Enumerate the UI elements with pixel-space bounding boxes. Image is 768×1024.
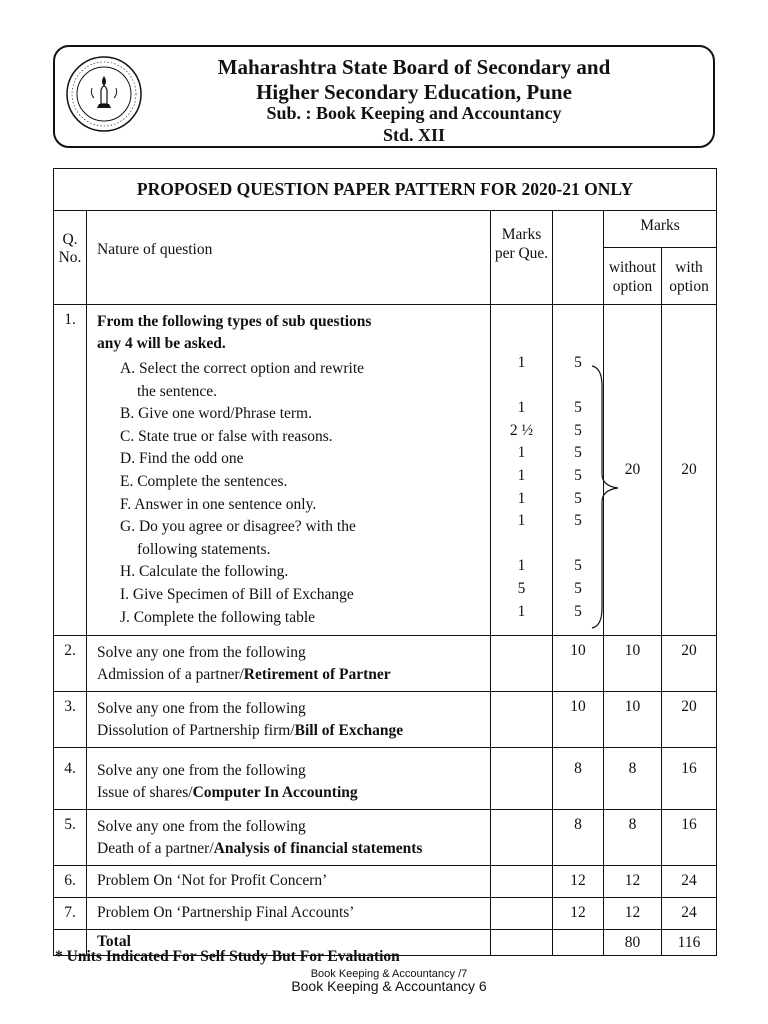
q1-sub-question: I. Give Specimen of Bill of Exchange	[120, 585, 354, 603]
header-nature: Nature of question	[87, 211, 491, 305]
q6-with-option: 24	[662, 866, 717, 898]
q1-sub-marks: 5	[574, 354, 582, 371]
q3-per-empty	[491, 692, 553, 748]
q1-sub-question: A. Select the correct option and rewrite	[120, 360, 365, 377]
table-title: PROPOSED QUESTION PAPER PATTERN FOR 2020-21 ONLY	[54, 169, 717, 211]
q6-marks: 12	[553, 866, 604, 898]
table-row-q3	[54, 692, 717, 748]
q1-with-option: 20	[662, 305, 717, 636]
q4-nature	[87, 748, 491, 810]
q1-sub-marks-per-que: 1	[517, 602, 526, 620]
header-box	[53, 45, 715, 148]
q1-sub-marks-per-que: 1	[517, 399, 526, 417]
q3-number: 3.	[54, 692, 87, 748]
q7-with-option: 24	[662, 898, 717, 930]
q4-number: 4.	[54, 748, 87, 810]
q6-number: 6.	[54, 866, 87, 898]
q3-line2-bold: Bill of Exchange	[294, 722, 404, 739]
board-name-line1: Maharashtra State Board of Secondary and	[217, 55, 611, 79]
total-per-empty	[491, 930, 553, 956]
q5-number: 5.	[54, 810, 87, 866]
q5-per-empty	[491, 810, 553, 866]
header-without-option: without option	[604, 248, 662, 305]
q2-without-option: 10	[604, 636, 662, 692]
q1-sub-questions	[97, 360, 490, 631]
q1-sub-marks: 5	[574, 557, 582, 575]
q2-line1: Solve any one from the following	[97, 644, 306, 661]
q1-without-option: 20	[604, 305, 662, 636]
q4-line1: Solve any one from the following	[97, 762, 306, 779]
header-marks: Marks	[604, 211, 717, 248]
q1-title-line1: From the following types of sub questions	[97, 313, 372, 330]
q1-sub-marks: 5	[574, 512, 582, 530]
q5-line2-bold: Analysis of financial statements	[213, 840, 423, 857]
q1-sub-marks: 5	[574, 444, 582, 462]
q2-marks: 10	[553, 636, 604, 692]
q1-sub-marks-per-que: 1	[517, 557, 526, 575]
q1-sub-question: J. Complete the following table	[120, 608, 316, 626]
q2-per-empty	[491, 636, 553, 692]
q5-line1: Solve any one from the following	[97, 818, 306, 835]
q1-per-column	[491, 305, 553, 636]
q7-marks: 12	[553, 898, 604, 930]
q3-line1: Solve any one from the following	[97, 700, 306, 717]
q1-sub-marks-per-que: 1	[517, 489, 526, 507]
table-row-q6	[54, 866, 717, 898]
q1-sub-marks: 5	[574, 399, 582, 417]
q7-without-option: 12	[604, 898, 662, 930]
q4-without-option: 8	[604, 748, 662, 810]
standard-line: Std. XII	[382, 125, 446, 145]
q7-per-empty	[491, 898, 553, 930]
total-marks-empty	[553, 930, 604, 956]
table-row-q7	[54, 898, 717, 930]
header-with-option: with option	[662, 248, 717, 305]
q4-line2: Issue of shares/	[97, 784, 193, 801]
q1-sub-marks-per-que: 1	[517, 354, 526, 371]
q7-nature: Problem On ‘Partnership Final Accounts’	[87, 898, 491, 930]
q1-sub-question: H. Calculate the following.	[120, 563, 289, 581]
q1-sub-question: following statements.	[137, 540, 271, 558]
q3-line2: Dissolution of Partnership firm/	[97, 722, 295, 739]
q6-without-option: 12	[604, 866, 662, 898]
q1-sub-marks: 5	[574, 421, 582, 439]
header-marks-per-que: Marks per Que.	[491, 211, 553, 305]
q1-sub-marks: 5	[574, 579, 582, 597]
q1-sub-marks: 5	[574, 466, 582, 484]
q2-line2: Admission of a partner/	[97, 666, 244, 683]
subject-line: Sub. : Book Keeping and Accountancy	[266, 103, 562, 123]
footnote: * Units Indicated For Self Study But For Evaluation	[55, 948, 400, 965]
q4-line2-bold: Computer In Accounting	[192, 784, 358, 801]
total-with-option: 116	[662, 930, 717, 956]
q2-line2-bold: Retirement of Partner	[243, 666, 391, 683]
q1-sub-question: D. Find the odd one	[120, 450, 244, 468]
q4-with-option: 16	[662, 748, 717, 810]
q3-without-option: 10	[604, 692, 662, 748]
q1-number: 1.	[54, 305, 87, 636]
q5-with-option: 16	[662, 810, 717, 866]
q4-per-empty	[491, 748, 553, 810]
header-qno: Q. No.	[54, 211, 87, 305]
q2-with-option: 20	[662, 636, 717, 692]
q3-with-option: 20	[662, 692, 717, 748]
q1-sub-marks-per-que: 5	[517, 579, 526, 597]
q3-marks: 10	[553, 692, 604, 748]
table-row-q2	[54, 636, 717, 692]
q1-title-line2: any 4 will be asked.	[97, 335, 226, 352]
page-footer-small: Book Keeping & Accountancy /7	[310, 968, 468, 980]
q1-sub-marks-per-que	[491, 377, 552, 400]
q5-without-option: 8	[604, 810, 662, 866]
q1-sub-marks-per-que: 1	[517, 444, 526, 462]
q7-number: 7.	[54, 898, 87, 930]
q6-nature: Problem On ‘Not for Profit Concern’	[87, 866, 491, 898]
q1-sub-marks-per-que: 1	[517, 512, 526, 530]
q1-nature	[87, 305, 491, 636]
q1-sub-marks: 5	[574, 489, 582, 507]
total-label: Total	[87, 930, 491, 956]
q1-sub-marks-per-que: 1	[517, 466, 526, 484]
table-row-q5	[54, 810, 717, 866]
q5-marks: 8	[553, 810, 604, 866]
total-without-option: 80	[604, 930, 662, 956]
header-empty	[553, 211, 604, 305]
q2-number: 2.	[54, 636, 87, 692]
q4-marks: 8	[553, 748, 604, 810]
q3-nature	[87, 692, 491, 748]
q2-nature	[87, 636, 491, 692]
q1-sub-question: C. State true or false with reasons.	[120, 427, 333, 445]
q1-sub-marks-per-que	[491, 535, 552, 558]
q1-sub-question: F. Answer in one sentence only.	[120, 495, 317, 513]
q1-sub-question: E. Complete the sentences.	[120, 472, 288, 490]
page-footer-large: Book Keeping & Accountancy 6	[291, 978, 487, 994]
q1-sub-marks-per-que: 2 ½	[509, 421, 534, 439]
q6-per-empty	[491, 866, 553, 898]
q5-nature	[87, 810, 491, 866]
q1-sub-marks: 5	[574, 602, 582, 620]
q1-sub-question: the sentence.	[137, 382, 218, 400]
table-row-q4	[54, 748, 717, 810]
board-name-line2: Higher Secondary Education, Pune	[256, 80, 572, 104]
q1-sub-question: B. Give one word/Phrase term.	[120, 405, 312, 423]
q5-line2: Death of a partner/	[97, 840, 214, 857]
q1-sub-question: G. Do you agree or disagree? with the	[120, 518, 356, 536]
curly-brace-icon	[588, 362, 628, 634]
